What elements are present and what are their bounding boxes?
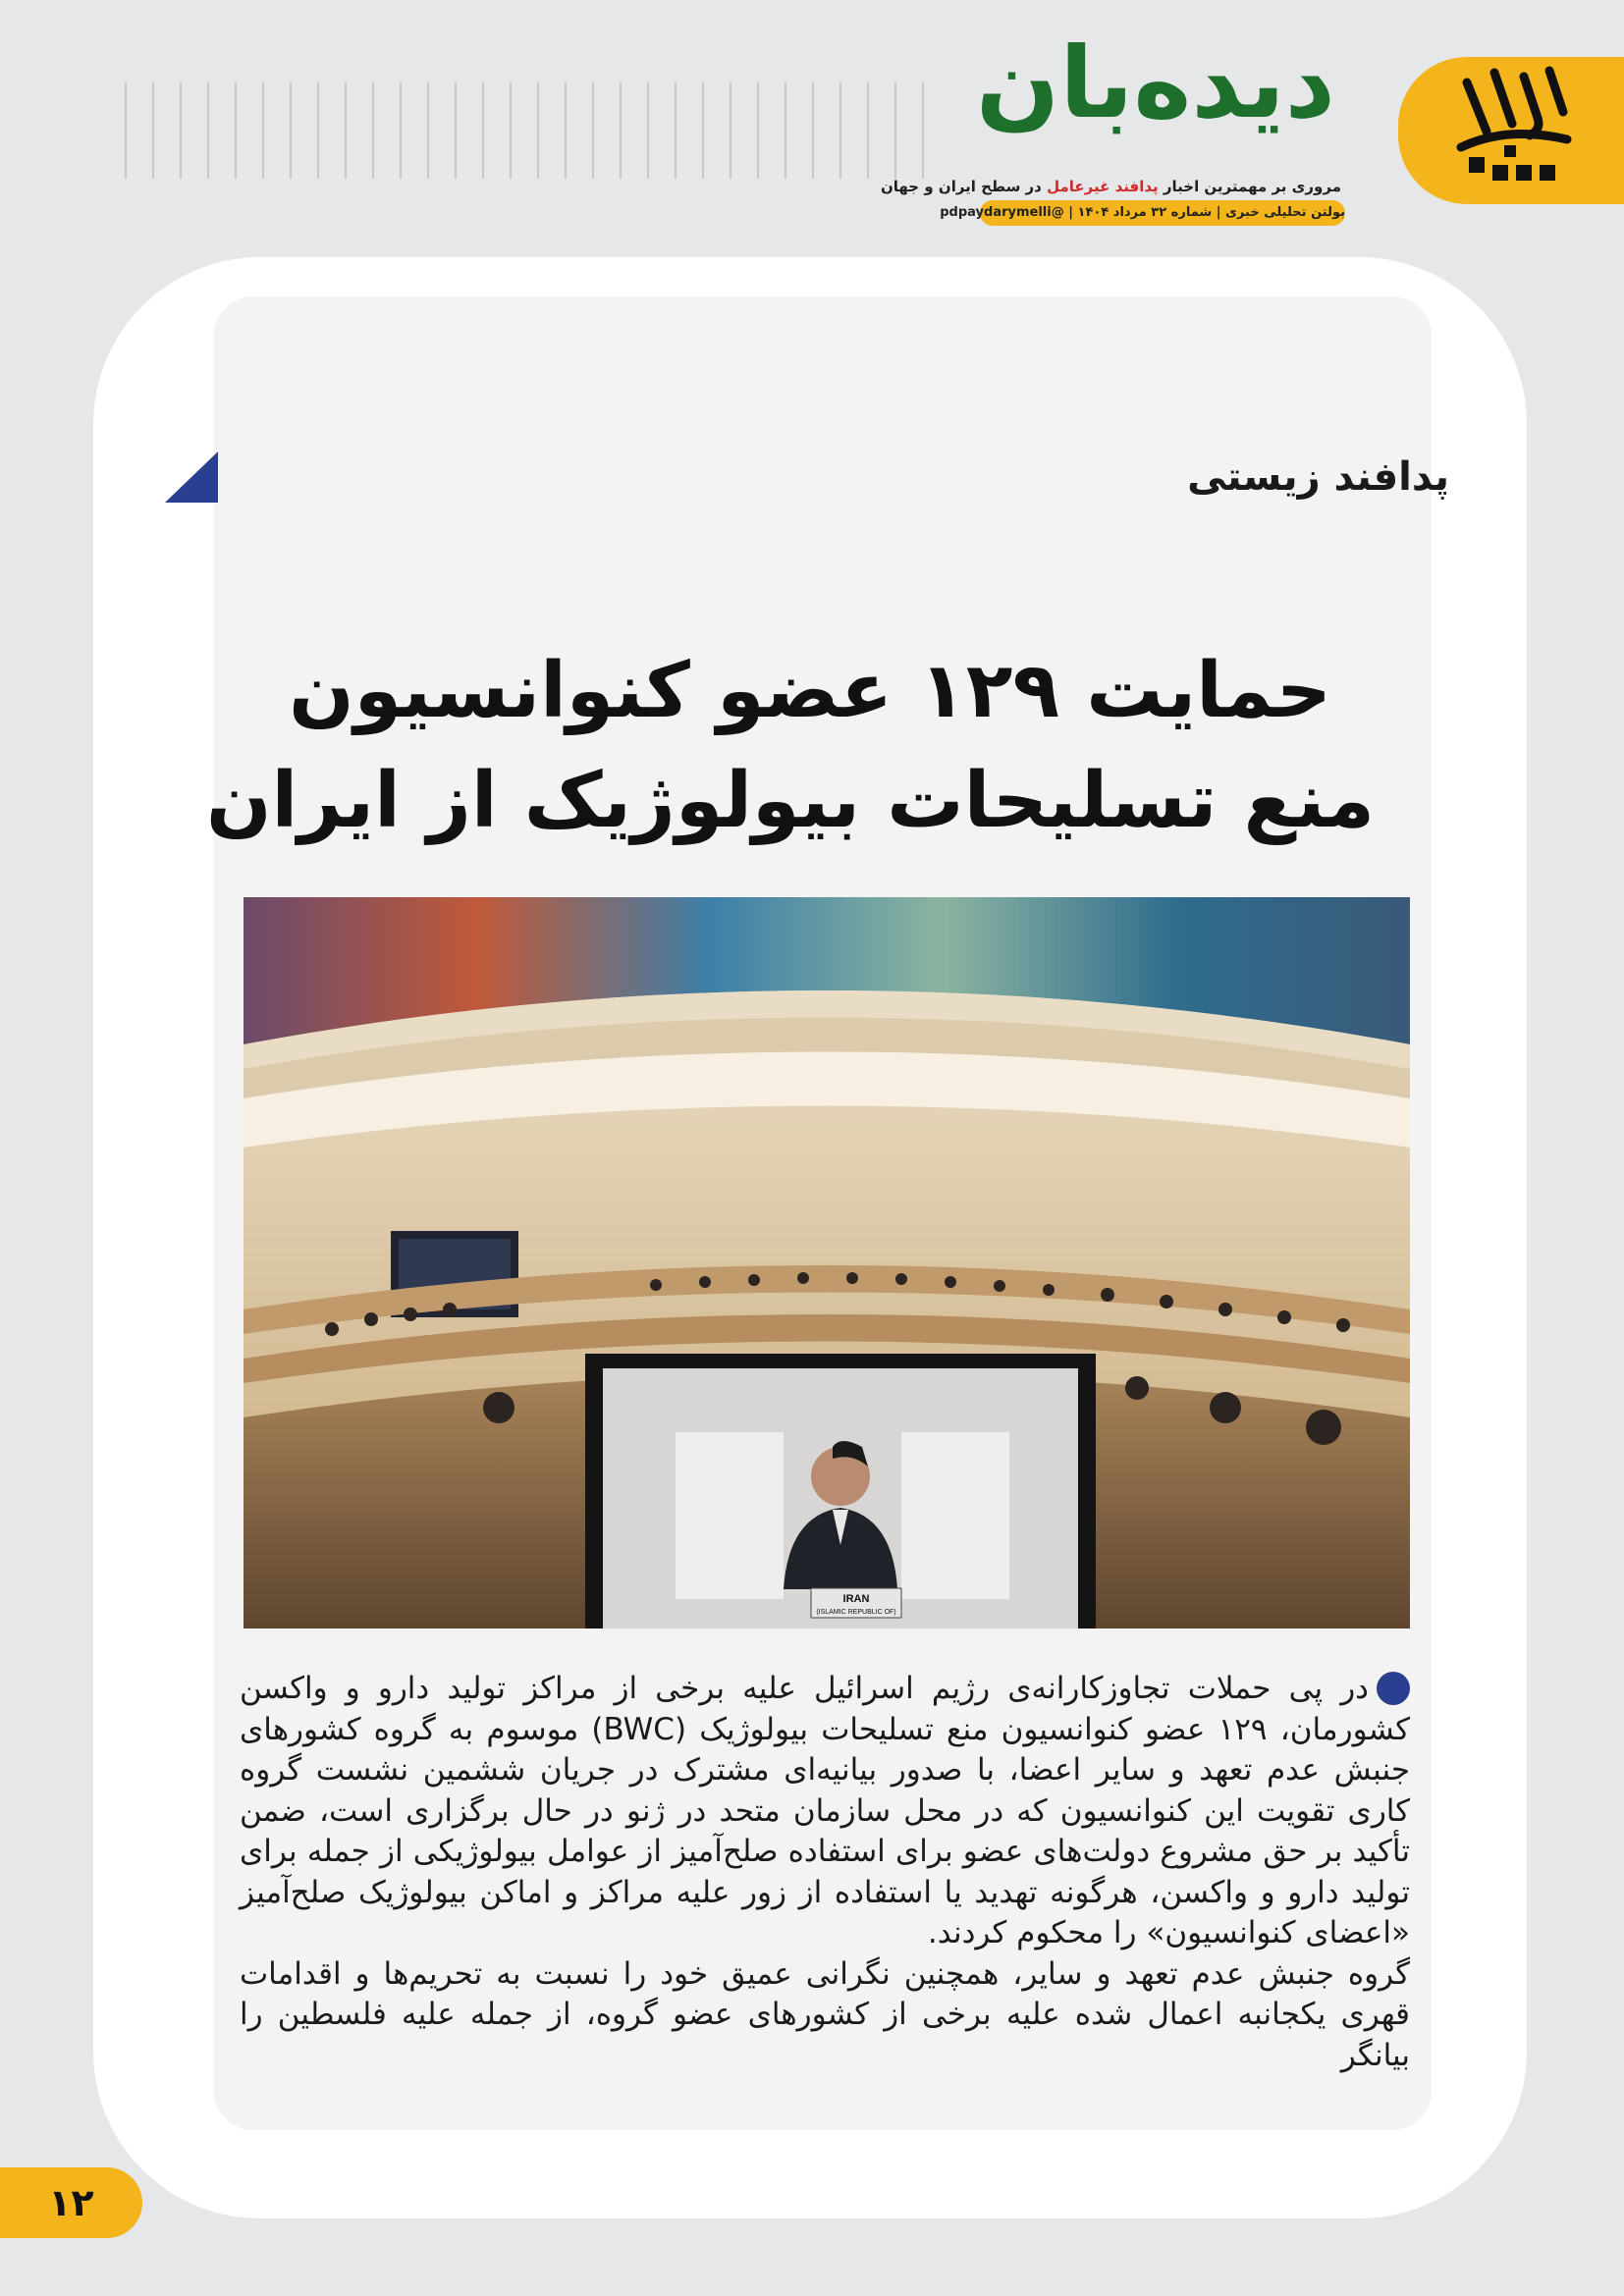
masthead-title: دیده‌بان <box>975 26 1335 140</box>
tagline-accent: پدافند غیرعامل <box>1047 178 1159 195</box>
header-stripes <box>118 82 933 179</box>
article-body <box>240 1669 1410 2120</box>
masthead-tagline <box>880 175 1341 198</box>
article-photo <box>244 897 1410 1629</box>
page-number: ۱۲ <box>0 2167 142 2238</box>
tagline-start: مروری بر مهمترین اخبار <box>1158 178 1341 195</box>
article-headline <box>205 636 1375 862</box>
headline-line-2: منع تسلیحات بیولوژیک از ایران <box>205 757 1375 845</box>
bulletin-info-pill: بولتن تحلیلی خبری | شماره ۳۲ مرداد ۱۴۰۴ | @pdpaydarymelli <box>980 200 1345 226</box>
article-paragraph-1 <box>240 1669 1410 1954</box>
section-label: پدافند زیستی <box>1187 454 1449 500</box>
headline-line-1: حمایت ۱۲۹ عضو کنوانسیون <box>289 647 1331 735</box>
nameplate-text: IRAN <box>842 1593 870 1605</box>
brand-logo-icon <box>1447 63 1585 192</box>
masthead <box>880 20 1345 220</box>
section-marker-icon <box>165 452 218 503</box>
article-paragraph-2: گروه جنبش عدم تعهد و سایر، همچنین نگرانی عمیق خود را نسبت به تحریم‌ها و اقدامات قهری یکجانبه اعمال شده علیه برخی از کشورهای عضو گروه، از جمله علیه فلسطین را بیانگر <box>240 1955 1410 2073</box>
nameplate-subtext: (ISLAMIC REPUBLIC OF) <box>816 1609 896 1616</box>
bullet-icon <box>1377 1672 1410 1705</box>
paragraph-1-text: در پی حملات تجاوزکارانه‌ی رژیم اسرائیل علیه برخی از مراکز تولید دارو و واکسن کشورمان، ۱۲۹ عضو کنوانسیون منع تسلیحات بیولوژیک (BWC) موسوم به گروه کشورهای جنبش عدم تعهد و سایر اعضا، با صدور بیانیه‌ای مشترک در جریان ششمین نشست گروه کاری تقویت این کنوانسیون که در محل سازمان متحد در ژنو در حال برگزاری است، ضمن تأکید بر حق مشروع دولت‌های عضو برای استفاده صلح‌آمیز از عوامل بیولوژیکی از جمله برای تولید دارو و واکسن، هرگونه تهدید یا استفاده از زور علیه مراکز و اماکن بیولوژیک صلح‌آمیز «اعضای کنوانسیون» را محکوم کردند. <box>240 1671 1410 1950</box>
tagline-end: در سطح ایران و جهان <box>880 178 1048 195</box>
